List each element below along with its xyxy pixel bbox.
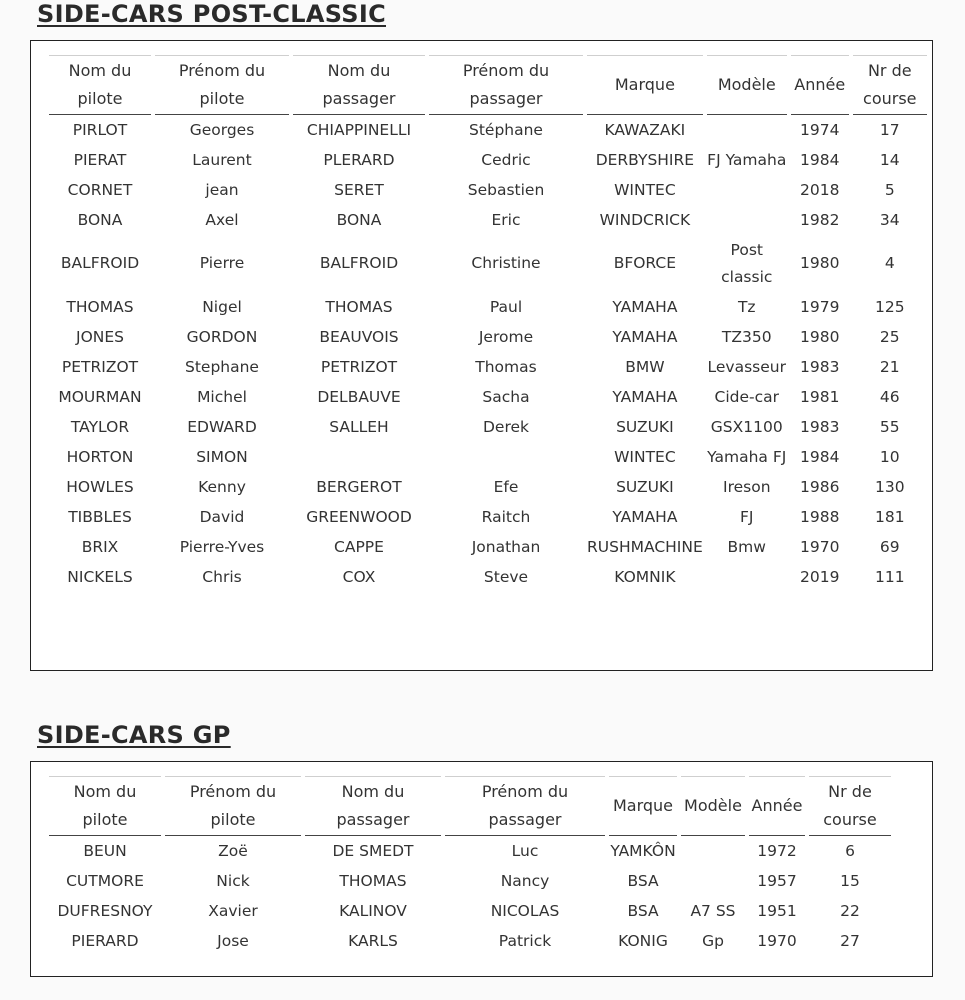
cell-model: [681, 836, 745, 866]
table-box-post-classic: [30, 40, 933, 671]
cell-passenger-last-name: [293, 442, 425, 472]
cell-brand: YAMAHA: [612, 387, 678, 406]
cell-pilot-first-name: EDWARD: [187, 417, 257, 436]
cell-pilot-last-name: PIERARD: [71, 931, 139, 950]
cell-race-number: 21: [879, 357, 900, 376]
cell-passenger-first-name: NICOLAS: [490, 901, 560, 920]
table-row: [49, 866, 891, 896]
cell-passenger-first-name: Paul: [489, 297, 523, 316]
cell-race-number: 55: [879, 417, 900, 436]
cell-race-number: 22: [840, 901, 860, 920]
cell-passenger-last-name: COX: [342, 567, 376, 586]
cell-race-number: 5: [884, 180, 895, 199]
cell-year: 1979: [800, 297, 840, 316]
cell-pilot-first-name: Jose: [217, 931, 249, 950]
column-header-model: Modèle: [681, 776, 745, 836]
cell-model: Post classic: [721, 240, 773, 286]
table-row: [49, 502, 927, 532]
cell-pilot-first-name: Xavier: [208, 901, 258, 920]
cell-pilot-last-name: THOMAS: [66, 297, 134, 316]
cell-brand: RUSHMACHINE: [587, 537, 703, 556]
column-header-model: Modèle: [707, 55, 787, 115]
cell-passenger-last-name: DE SMEDT: [332, 841, 414, 860]
table-row: [49, 292, 927, 322]
table-row: [49, 472, 927, 502]
cell-brand: KONIG: [618, 931, 668, 950]
table-row: [49, 442, 927, 472]
cell-pilot-last-name: BALFROID: [60, 254, 140, 272]
cell-brand: SUZUKI: [616, 417, 674, 436]
cell-brand: BFORCE: [613, 254, 677, 272]
cell-year: 2018: [800, 180, 840, 199]
cell-year: 1957: [757, 871, 797, 890]
cell-model: Tz: [737, 297, 756, 316]
cell-year: 1984: [800, 447, 840, 466]
cell-pilot-first-name: jean: [205, 180, 239, 199]
cell-model: Yamaha FJ: [707, 447, 787, 466]
cell-passenger-first-name: Patrick: [498, 931, 552, 950]
cell-passenger-last-name: SALLEH: [329, 417, 389, 436]
cell-pilot-first-name: Axel: [205, 210, 239, 229]
cell-pilot-last-name: CUTMORE: [66, 871, 144, 890]
cell-race-number: 69: [879, 537, 900, 556]
cell-race-number: 15: [840, 871, 860, 890]
cell-pilot-last-name: TAYLOR: [70, 417, 130, 436]
cell-model: FJ: [740, 507, 754, 526]
cell-pilot-first-name: Georges: [189, 120, 255, 139]
table-row: [49, 412, 927, 442]
cell-brand: YAMAHA: [612, 297, 678, 316]
table-row: [49, 115, 927, 145]
cell-model: [707, 115, 787, 145]
cell-brand: WINDCRICK: [599, 210, 691, 229]
cell-model: [707, 205, 787, 235]
cell-model: FJ Yamaha: [707, 150, 787, 169]
cell-pilot-first-name: Michel: [197, 387, 247, 406]
column-header-pilot-first-name: Prénom du pilote: [165, 776, 301, 836]
cell-race-number: 130: [874, 477, 905, 496]
cell-race-number: 46: [879, 387, 900, 406]
cell-passenger-first-name: Christine: [471, 254, 541, 272]
cell-passenger-last-name: GREENWOOD: [306, 507, 412, 526]
table-header-row: [49, 776, 891, 836]
cell-pilot-first-name: GORDON: [186, 327, 258, 346]
table-row: [49, 205, 927, 235]
cell-passenger-last-name: BEAUVOIS: [319, 327, 399, 346]
cell-brand: KOMNIK: [614, 567, 676, 586]
section-title-post-classic: SIDE-CARS POST-CLASSIC: [37, 0, 386, 28]
cell-pilot-last-name: BONA: [77, 210, 123, 229]
cell-year: 2019: [800, 567, 840, 586]
column-header-passenger-last-name: Nom du passager: [293, 55, 425, 115]
cell-passenger-last-name: THOMAS: [339, 871, 407, 890]
cell-passenger-last-name: PETRIZOT: [320, 357, 398, 376]
cell-pilot-last-name: HOWLES: [66, 477, 134, 496]
cell-brand: BMW: [625, 357, 665, 376]
cell-passenger-first-name: Luc: [511, 841, 539, 860]
cell-pilot-first-name: SIMON: [196, 447, 248, 466]
cell-race-number: 4: [884, 254, 895, 272]
cell-pilot-last-name: NICKELS: [67, 567, 133, 586]
column-header-year: Année: [749, 776, 805, 836]
cell-brand: YAMAHA: [612, 327, 678, 346]
cell-passenger-first-name: Thomas: [475, 357, 537, 376]
cell-passenger-first-name: Raitch: [481, 507, 531, 526]
cell-passenger-last-name: BALFROID: [319, 254, 399, 272]
cell-brand: WINTEC: [614, 180, 676, 199]
cell-race-number: 34: [879, 210, 900, 229]
table-box-gp: [30, 761, 933, 977]
cell-passenger-first-name: Sebastien: [467, 180, 545, 199]
cell-brand: YAMAHA: [612, 507, 678, 526]
cell-brand: KAWAZAKI: [604, 120, 686, 139]
cell-model: Ireson: [723, 477, 771, 496]
table-row: [49, 532, 927, 562]
cell-passenger-first-name: Jonathan: [471, 537, 541, 556]
cell-passenger-first-name: [429, 442, 583, 472]
cell-race-number: 10: [879, 447, 900, 466]
table-row: [49, 926, 891, 956]
cell-model: [707, 175, 787, 205]
column-header-race-number: Nr de course: [809, 776, 891, 836]
cell-year: 1983: [800, 357, 840, 376]
cell-pilot-first-name: David: [199, 507, 245, 526]
column-header-pilot-last-name: Nom du pilote: [49, 55, 151, 115]
cell-year: 1986: [800, 477, 840, 496]
entries-table-gp: [45, 776, 895, 956]
entries-table-post-classic: [45, 55, 931, 592]
cell-race-number: 181: [874, 507, 905, 526]
cell-brand: BSA: [627, 871, 659, 890]
cell-year: 1984: [800, 150, 840, 169]
cell-model: Gp: [702, 931, 724, 950]
cell-pilot-first-name: Kenny: [198, 477, 246, 496]
cell-brand: BSA: [627, 901, 659, 920]
cell-year: 1974: [800, 120, 840, 139]
cell-year: 1972: [757, 841, 797, 860]
cell-race-number: 25: [879, 327, 900, 346]
cell-pilot-last-name: PIERAT: [73, 150, 127, 169]
cell-race-number: 6: [845, 841, 855, 860]
table-row: [49, 382, 927, 412]
cell-year: 1982: [800, 210, 840, 229]
table-row: [49, 562, 927, 592]
cell-passenger-last-name: KALINOV: [339, 901, 407, 920]
table-row: [49, 836, 891, 866]
cell-passenger-last-name: CHIAPPINELLI: [306, 120, 412, 139]
table-row: [49, 145, 927, 175]
column-header-brand: Marque: [609, 776, 677, 836]
table-row: [49, 352, 927, 382]
cell-passenger-first-name: Steve: [483, 567, 529, 586]
cell-passenger-last-name: SERET: [334, 180, 384, 199]
cell-pilot-first-name: Laurent: [192, 150, 252, 169]
cell-passenger-last-name: PLERARD: [323, 150, 395, 169]
cell-pilot-first-name: Zoë: [218, 841, 248, 860]
cell-pilot-last-name: JONES: [76, 327, 124, 346]
column-header-passenger-first-name: Prénom du passager: [429, 55, 583, 115]
column-header-passenger-first-name: Prénom du passager: [445, 776, 605, 836]
cell-pilot-first-name: Nick: [216, 871, 250, 890]
cell-passenger-first-name: Efe: [493, 477, 519, 496]
cell-pilot-first-name: Chris: [202, 567, 242, 586]
cell-pilot-first-name: Nigel: [202, 297, 242, 316]
cell-race-number: 125: [874, 297, 905, 316]
column-header-year: Année: [791, 55, 849, 115]
column-header-pilot-last-name: Nom du pilote: [49, 776, 161, 836]
table-row: [49, 235, 927, 292]
cell-model: Cide-car: [714, 387, 780, 406]
cell-year: 1951: [757, 901, 797, 920]
cell-model: A7 SS: [690, 901, 736, 920]
cell-race-number: 17: [879, 120, 900, 139]
cell-brand: DERBYSHIRE: [595, 150, 695, 169]
cell-pilot-last-name: PETRIZOT: [61, 357, 139, 376]
cell-year: 1980: [800, 254, 840, 272]
cell-pilot-last-name: CORNET: [67, 180, 133, 199]
cell-passenger-first-name: Sacha: [482, 387, 530, 406]
cell-pilot-last-name: HORTON: [66, 447, 134, 466]
cell-year: 1988: [800, 507, 840, 526]
cell-passenger-first-name: Nancy: [500, 871, 550, 890]
section-title-gp: SIDE-CARS GP: [37, 721, 231, 749]
cell-year: 1970: [800, 537, 840, 556]
column-header-pilot-first-name: Prénom du pilote: [155, 55, 289, 115]
column-header-brand: Marque: [587, 55, 703, 115]
cell-pilot-last-name: PIRLOT: [72, 120, 128, 139]
cell-model: [707, 562, 787, 592]
cell-year: 1981: [800, 387, 840, 406]
cell-model: TZ350: [721, 327, 772, 346]
cell-passenger-last-name: THOMAS: [325, 297, 393, 316]
cell-race-number: 27: [840, 931, 860, 950]
cell-passenger-last-name: CAPPE: [334, 537, 384, 556]
column-header-passenger-last-name: Nom du passager: [305, 776, 441, 836]
cell-pilot-last-name: DUFRESNOY: [57, 901, 153, 920]
cell-passenger-last-name: KARLS: [348, 931, 398, 950]
cell-year: 1970: [757, 931, 797, 950]
cell-passenger-last-name: BONA: [336, 210, 382, 229]
cell-passenger-first-name: Jerome: [478, 327, 534, 346]
cell-year: 1980: [800, 327, 840, 346]
cell-pilot-first-name: Pierre-Yves: [179, 537, 265, 556]
cell-pilot-first-name: Stephane: [185, 357, 259, 376]
cell-model: Bmw: [727, 537, 766, 556]
cell-year: 1983: [800, 417, 840, 436]
cell-brand: YAMKÔN: [610, 841, 676, 860]
cell-model: [681, 866, 745, 896]
cell-model: Levasseur: [707, 357, 786, 376]
table-header-row: [49, 55, 927, 115]
cell-race-number: 14: [879, 150, 900, 169]
cell-passenger-first-name: Stéphane: [469, 120, 543, 139]
cell-pilot-last-name: TIBBLES: [68, 507, 132, 526]
cell-pilot-last-name: BRIX: [81, 537, 119, 556]
table-row: [49, 322, 927, 352]
cell-pilot-first-name: Pierre: [199, 254, 245, 272]
table-row: [49, 175, 927, 205]
cell-pilot-last-name: MOURMAN: [58, 387, 142, 406]
cell-pilot-last-name: BEUN: [83, 841, 127, 860]
cell-passenger-first-name: Derek: [482, 417, 529, 436]
cell-brand: SUZUKI: [616, 477, 674, 496]
cell-passenger-last-name: DELBAUVE: [317, 387, 401, 406]
cell-passenger-first-name: Eric: [491, 210, 521, 229]
table-row: [49, 896, 891, 926]
cell-passenger-first-name: Cedric: [481, 150, 531, 169]
cell-passenger-last-name: BERGEROT: [316, 477, 402, 496]
column-header-race-number: Nr de course: [853, 55, 927, 115]
cell-model: GSX1100: [710, 417, 783, 436]
cell-race-number: 111: [874, 567, 905, 586]
cell-brand: WINTEC: [614, 447, 676, 466]
